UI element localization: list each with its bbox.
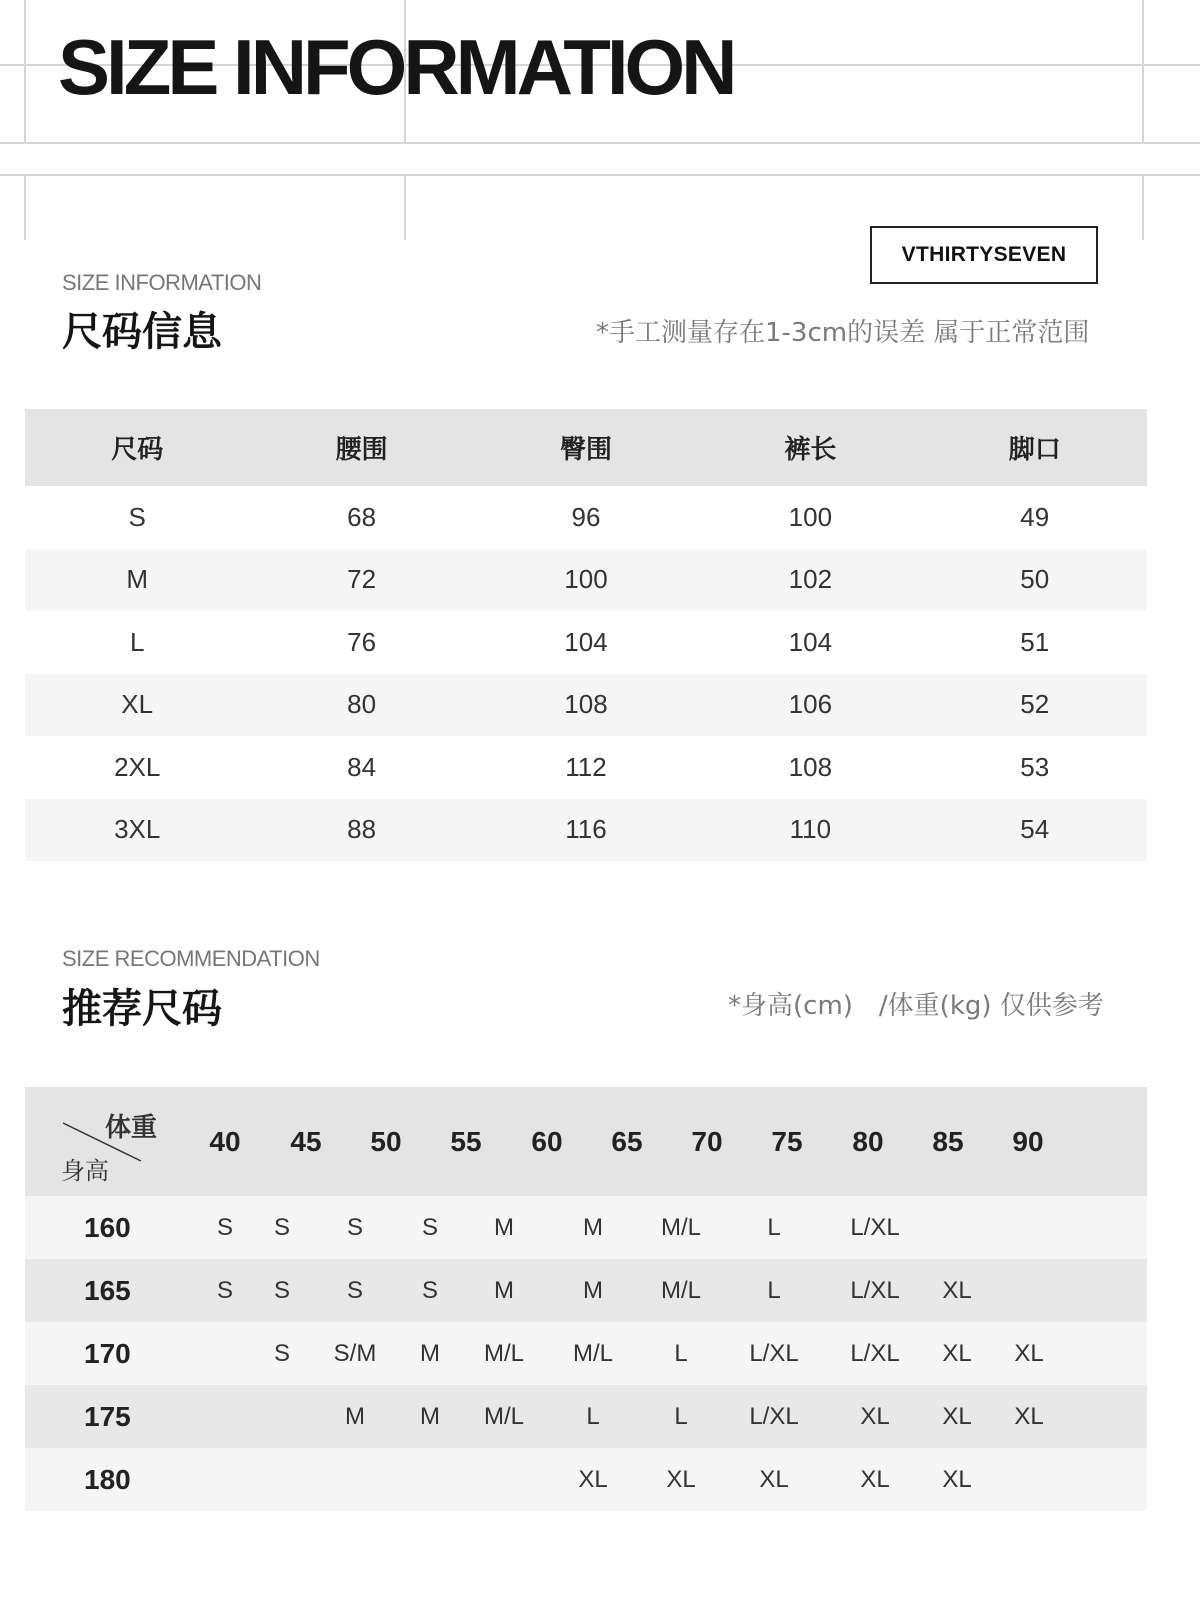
table-cell: L [129, 626, 145, 657]
table-row [25, 611, 1147, 674]
table-cell: 110 [789, 814, 832, 845]
table-cell: 106 [788, 689, 833, 720]
recommended-size-cell: XL [942, 1403, 972, 1430]
grid-line [1142, 174, 1144, 240]
table-cell: 51 [1020, 626, 1050, 657]
recommended-size-cell: S/M [333, 1340, 377, 1367]
recommended-size-cell: S [421, 1214, 439, 1241]
table-cell: 100 [788, 501, 833, 532]
recommended-size-cell: S [273, 1277, 291, 1304]
recommended-size-cell: L [674, 1403, 688, 1430]
weight-column-header: 60 [531, 1126, 563, 1157]
table-cell: 50 [1020, 564, 1050, 595]
table-cell: 68 [347, 501, 377, 532]
weight-axis-label: 体重 [105, 1113, 158, 1143]
table-cell: 108 [564, 689, 608, 720]
table-cell: S [128, 501, 146, 532]
recommended-size-cell: L [674, 1340, 688, 1367]
recommended-size-cell: L/XL [749, 1340, 799, 1367]
table-cell: 116 [565, 814, 607, 845]
table-row [25, 799, 1147, 862]
table-cell: 54 [1020, 814, 1050, 845]
weight-column-header: 75 [771, 1126, 803, 1157]
weight-column-header: 50 [370, 1126, 402, 1157]
grid-line [404, 174, 406, 240]
recommended-size-cell: M [494, 1214, 514, 1241]
size-info-title: 尺码信息 [62, 309, 222, 355]
recommended-size-cell: S [273, 1340, 291, 1367]
weight-column-header: 85 [932, 1126, 964, 1157]
table-cell: 80 [347, 689, 377, 720]
recommended-size-cell: L [767, 1277, 781, 1304]
column-header: 脚口 [1008, 435, 1061, 465]
table-cell: 112 [565, 751, 607, 782]
table-row [25, 1196, 1147, 1259]
brand-badge [870, 226, 1098, 284]
recommended-size-cell: M [420, 1340, 440, 1367]
weight-column-header: 90 [1012, 1126, 1044, 1157]
table-cell: 76 [347, 626, 377, 657]
height-row-label: 160 [84, 1212, 131, 1243]
table-cell: 104 [788, 626, 833, 657]
table-cell: 53 [1020, 751, 1050, 782]
column-header: 尺码 [111, 435, 164, 465]
recommended-size-cell: XL [942, 1340, 972, 1367]
recommended-size-cell: M/L [483, 1340, 525, 1367]
column-header: 腰围 [335, 435, 388, 465]
recommended-size-cell: XL [666, 1466, 696, 1493]
recommended-size-cell: L [586, 1403, 600, 1430]
table-row [25, 1385, 1147, 1448]
table-cell: 49 [1020, 501, 1050, 532]
recommended-size-cell: XL [759, 1466, 789, 1493]
recommended-size-cell: L/XL [850, 1277, 900, 1304]
table-cell: XL [121, 689, 154, 720]
table-row [25, 736, 1147, 799]
table-cell: 96 [571, 501, 601, 532]
weight-column-header: 65 [611, 1126, 643, 1157]
table-cell: 108 [788, 751, 833, 782]
recommended-size-cell: M/L [660, 1277, 702, 1304]
weight-column-header: 70 [691, 1126, 723, 1157]
height-row-label: 175 [84, 1401, 131, 1432]
table-row [25, 674, 1147, 737]
grid-line [24, 174, 26, 240]
size-table-header [25, 409, 1147, 486]
table-cell: 102 [788, 564, 833, 595]
table-corner-cell [25, 1087, 185, 1196]
recommendation-title: 推荐尺码 [62, 986, 222, 1032]
recommendation-subtitle: SIZE RECOMMENDATION [62, 946, 320, 971]
recommended-size-cell: XL [1014, 1403, 1044, 1430]
recommended-size-cell: M [420, 1403, 440, 1430]
recommended-size-cell: XL [860, 1466, 890, 1493]
weight-column-header: 80 [852, 1126, 884, 1157]
brand-label: VTHIRTYSEVEN [901, 243, 1067, 266]
table-row [25, 1259, 1147, 1322]
measurement-note: *手工测量存在1-3cm的误差 属于正常范围 [596, 318, 1090, 348]
recommended-size-cell: S [346, 1214, 364, 1241]
table-cell: 88 [347, 814, 377, 845]
recommended-size-cell: XL [942, 1277, 972, 1304]
recommended-size-cell: L/XL [749, 1403, 799, 1430]
recommended-size-cell: S [421, 1277, 439, 1304]
recommended-size-cell: M [583, 1277, 603, 1304]
weight-column-header: 40 [209, 1126, 241, 1157]
recommended-size-cell: M [583, 1214, 603, 1241]
recommended-size-cell: S [273, 1214, 291, 1241]
recommended-size-cell: S [346, 1277, 364, 1304]
table-row [25, 486, 1147, 549]
table-row [25, 549, 1147, 612]
recommendation-table-header [25, 1087, 1147, 1196]
grid-line [0, 174, 1200, 176]
column-header: 裤长 [784, 435, 837, 465]
height-row-label: 180 [84, 1464, 131, 1495]
recommended-size-cell: S [216, 1277, 234, 1304]
recommended-size-cell: M/L [572, 1340, 614, 1367]
height-row-label: 170 [84, 1338, 131, 1369]
table-cell: 84 [347, 751, 377, 782]
weight-column-header: 55 [450, 1126, 482, 1157]
table-cell: 3XL [114, 814, 161, 845]
table-row [25, 1448, 1147, 1511]
column-header: 臀围 [559, 435, 612, 465]
grid-line [1142, 0, 1144, 142]
table-cell: 104 [564, 626, 608, 657]
table-row [25, 1322, 1147, 1385]
recommended-size-cell: L [767, 1214, 781, 1241]
recommended-size-cell: XL [1014, 1340, 1044, 1367]
table-cell: 2XL [114, 751, 161, 782]
page-title: SIZE INFORMATION [58, 23, 734, 111]
table-cell: 100 [564, 564, 608, 595]
weight-column-header: 45 [290, 1126, 322, 1157]
recommendation-table [25, 1087, 1147, 1511]
table-cell: M [126, 564, 149, 595]
reference-note: *身高(cm) /体重(kg) 仅供参考 [728, 991, 1104, 1021]
recommended-size-cell: XL [860, 1403, 890, 1430]
recommended-size-cell: M/L [483, 1403, 525, 1430]
recommended-size-cell: L/XL [850, 1214, 900, 1241]
recommended-size-cell: M/L [660, 1214, 702, 1241]
recommended-size-cell: L/XL [850, 1340, 900, 1367]
size-table [25, 409, 1147, 861]
recommended-size-cell: M [494, 1277, 514, 1304]
table-cell: 52 [1020, 689, 1050, 720]
recommended-size-cell: M [345, 1403, 365, 1430]
grid-line [0, 142, 1200, 144]
height-row-label: 165 [84, 1275, 131, 1306]
table-cell: 72 [347, 564, 377, 595]
recommended-size-cell: XL [578, 1466, 608, 1493]
height-axis-label: 身高 [61, 1157, 109, 1185]
recommended-size-cell: S [216, 1214, 234, 1241]
size-info-subtitle: SIZE INFORMATION [62, 270, 262, 295]
recommended-size-cell: XL [942, 1466, 972, 1493]
grid-line [24, 0, 26, 142]
